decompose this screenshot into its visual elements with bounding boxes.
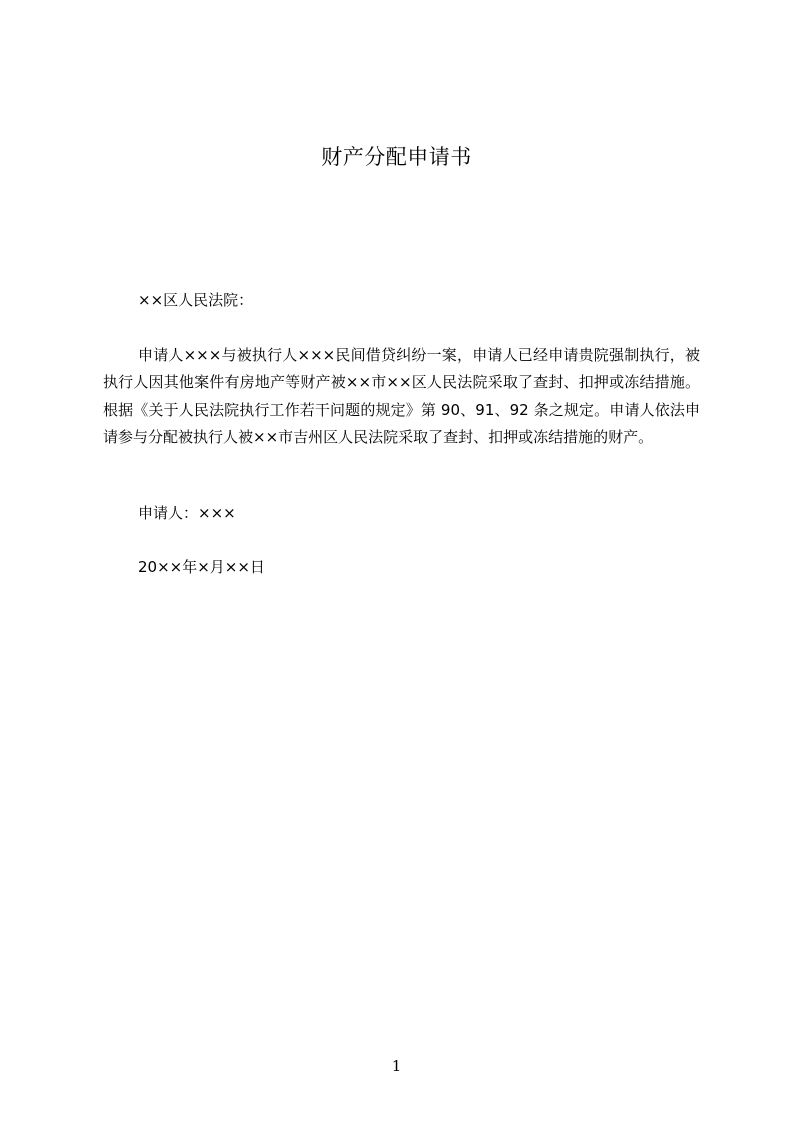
page-number: 1 <box>391 1057 402 1075</box>
body-paragraph: 申请人×××与被执行人×××民间借贷纠纷一案，申请人已经申请贵院强制执行，被执行人因其他案件有房地产等财产被××市××区人民法院采取了查封、扣押或冻结措施。根据《关于人民法院执行工作若干问题的规定》第 90、91、92 条之规定。申请人依法申请参与分配被执行人被××市吉州区人民法院采取了查封、扣押或冻结措施的财产。 <box>103 346 700 446</box>
salutation: ××区人民法院： <box>138 291 254 309</box>
document-title: 财产分配申请书 <box>321 145 472 169</box>
document-date: 20××年×月××日 <box>138 558 265 576</box>
applicant-signature: 申请人：××× <box>138 504 236 522</box>
